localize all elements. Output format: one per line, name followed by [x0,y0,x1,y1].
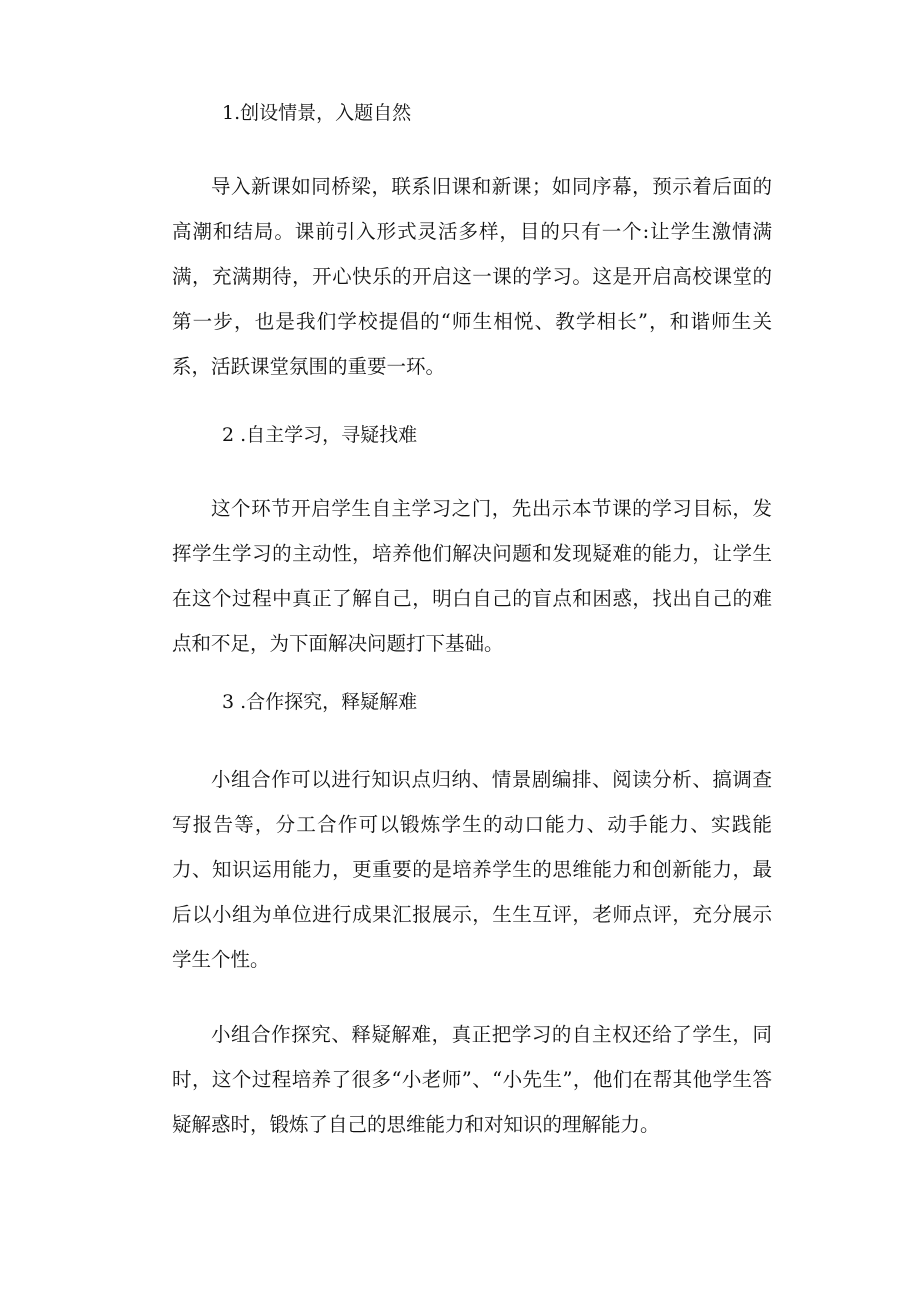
section-heading-3: 3 .合作探究，释疑解难 [222,691,418,713]
section-heading-1: 1.创设情景，入题自然 [222,102,412,124]
section-1-paragraph: 导入新课如同桥梁，联系旧课和新课；如同序幕，预示着后面的高潮和结局。课前引入形式灵活多样，目的只有一个:让学生激情满满，充满期待，开心快乐的开启这一课的学习。这是开启高校课堂的第一步，也是我们学校提倡的“师生相悦、教学相长”，和谐师生关系，活跃课堂氛围的重要一环。 [172,175,772,378]
section-3-paragraph-2: 小组合作探究、释疑解难，真正把学习的自主权还给了学生，同时，这个过程培养了很多“小老师”、“小先生”，他们在帮其他学生答疑解惑时，锻炼了自己的思维能力和对知识的理解能力。 [172,1023,772,1136]
section-3-paragraph-1: 小组合作可以进行知识点归纳、情景剧编排、阅读分析、搞调查写报告等，分工合作可以锻炼学生的动口能力、动手能力、实践能力、知识运用能力，更重要的是培养学生的思维能力和创新能力，最后以小组为单位进行成果汇报展示，生生互评，老师点评，充分展示学生个性。 [172,768,772,971]
section-2-paragraph: 这个环节开启学生自主学习之门，先出示本节课的学习目标，发挥学生学习的主动性，培养他们解决问题和发现疑难的能力，让学生在这个过程中真正了解自己，明白自己的盲点和困惑，找出自己的难点和不足，为下面解决问题打下基础。 [172,497,772,655]
section-heading-2: 2 .自主学习，寻疑找难 [222,424,418,446]
